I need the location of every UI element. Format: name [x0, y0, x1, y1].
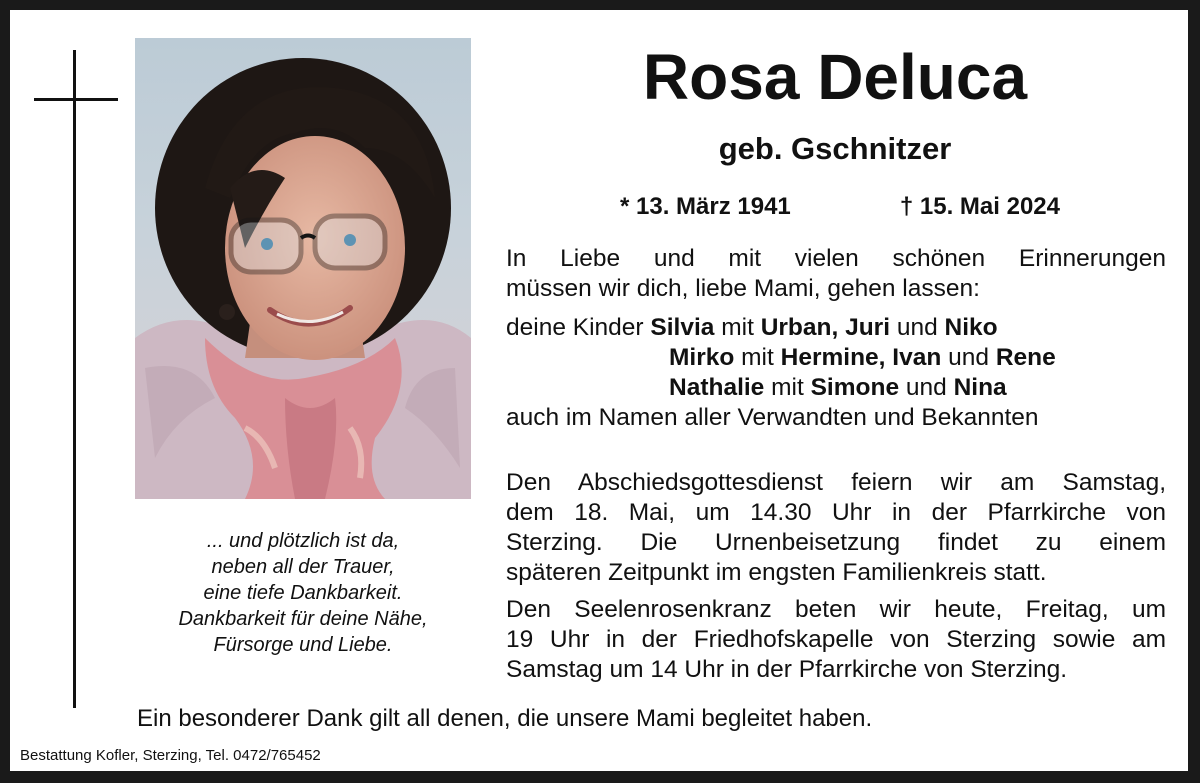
quote-line: Fürsorge und Liebe. [213, 634, 393, 656]
cross-icon-vertical [73, 50, 76, 708]
family-member-name: Hermine, Ivan [780, 344, 942, 371]
intro-line: In Liebe und mit vielen schönen Erinnerungen [506, 245, 1166, 272]
rosary-line: Den Seelenrosenkranz beten wir heute, Freitag, um [506, 596, 1166, 623]
family-row [506, 373, 1166, 403]
family-connector: mit [714, 314, 761, 341]
family-connector: mit [734, 344, 781, 371]
family-row [506, 313, 1166, 343]
memorial-quote [135, 528, 471, 658]
rosary-text [506, 595, 1166, 685]
service-line: Sterzing. Die Urnenbeisetzung findet zu einem [506, 529, 1166, 556]
quote-line: neben all der Trauer, [211, 556, 395, 578]
family-row [506, 343, 1166, 373]
quote-line: eine tiefe Dankbarkeit. [203, 582, 403, 604]
family-member-name: Nathalie [669, 374, 765, 401]
intro-text [506, 244, 1166, 304]
family-lead: deine Kinder [506, 314, 651, 341]
portrait-photo [135, 38, 471, 499]
cross-icon-horizontal [34, 98, 118, 101]
family-connector: mit [764, 374, 811, 401]
family-member-name: Urban, Juri [760, 314, 891, 341]
family-connector: und [941, 344, 996, 371]
family-member-name: Rene [995, 344, 1056, 371]
quote-line: ... und plötzlich ist da, [206, 530, 400, 552]
funeral-home-credit: Bestattung Kofler, Sterzing, Tel. 0472/765452 [20, 747, 321, 764]
family-member-name: Niko [944, 314, 998, 341]
family-member-name: Nina [953, 374, 1007, 401]
funeral-service-text [506, 468, 1166, 588]
family-connector: und [890, 314, 945, 341]
life-dates [620, 192, 1060, 222]
family-list [506, 313, 1166, 433]
maiden-name: geb. Gschnitzer [718, 131, 952, 166]
service-line: dem 18. Mai, um 14.30 Uhr in der Pfarrkirche von [506, 499, 1166, 526]
family-member-name: Simone [810, 374, 900, 401]
quote-line: Dankbarkeit für deine Nähe, [178, 608, 428, 630]
family-member-name: Silvia [650, 314, 715, 341]
thanks-text: Ein besonderer Dank gilt all denen, die unsere Mami begleitet haben. [137, 705, 873, 732]
service-line: späteren Zeitpunkt im engsten Familienkreis statt. [506, 559, 1047, 586]
family-member-name: Mirko [669, 344, 735, 371]
intro-line: müssen wir dich, liebe Mami, gehen lassen: [506, 275, 980, 302]
birth-date: * 13. März 1941 [620, 193, 791, 220]
family-connector: und [899, 374, 954, 401]
rosary-line: Samstag um 14 Uhr in der Pfarrkirche von Sterzing. [506, 656, 1068, 683]
death-date: † 15. Mai 2024 [899, 193, 1060, 220]
family-closing: auch im Namen aller Verwandten und Bekannten [506, 404, 1039, 431]
deceased-name: Rosa Deluca [642, 41, 1028, 113]
rosary-line: 19 Uhr in der Friedhofskapelle von Sterzing sowie am [506, 626, 1166, 653]
obituary-card [10, 10, 1188, 771]
service-line: Den Abschiedsgottesdienst feiern wir am Samstag, [506, 469, 1166, 496]
